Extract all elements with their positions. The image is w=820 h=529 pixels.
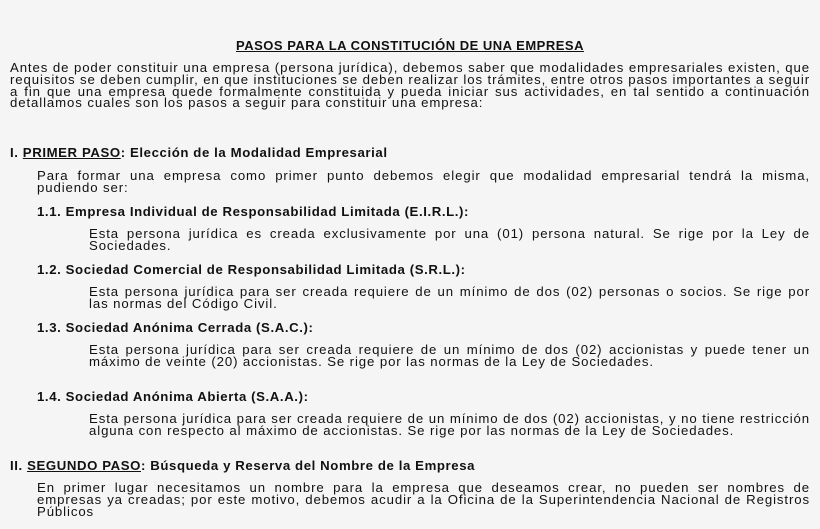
- step2-numeral: II.: [10, 458, 23, 473]
- subsection-heading-eirl: 1.1. Empresa Individual de Responsabilidad Limitada (E.I.R.L.):: [37, 204, 470, 219]
- step2-title: : Búsqueda y Reserva del Nombre de la Empresa: [141, 458, 476, 473]
- subsection-heading-sac: 1.3. Sociedad Anónima Cerrada (S.A.C.):: [37, 320, 314, 335]
- subsection-heading-saa: 1.4. Sociedad Anónima Abierta (S.A.A.):: [37, 389, 309, 404]
- document-title: PASOS PARA LA CONSTITUCIÓN DE UNA EMPRESA: [236, 38, 584, 53]
- step1-heading: [10, 145, 388, 160]
- subsection-heading-srl: 1.2. Sociedad Comercial de Responsabilidad Limitada (S.R.L.):: [37, 262, 466, 277]
- step1-title: : Elección de la Modalidad Empresarial: [120, 145, 388, 160]
- step2-heading: [10, 458, 475, 473]
- step1-label: PRIMER PASO: [22, 145, 121, 160]
- intro-paragraph: Antes de poder constituir una empresa (persona jurídica), debemos saber que modalidades empresariales existen, que requisitos se deben cumplir, en que instituciones se deben realizar los trámites, entre otros pasos importantes a seguir a fin que una empresa quede formalmente constituida y pueda iniciar sus actividades, en tal sentido a continuación detallamos cuales son los pasos a seguir para constituir una empresa:: [10, 60, 810, 111]
- step1-numeral: I.: [10, 145, 19, 160]
- subsection-text-srl: Esta persona jurídica para ser creada requiere de un mínimo de dos (02) personas o socios. Se rige por las normas del Código Civil.: [89, 284, 810, 311]
- step2-label: SEGUNDO PASO: [27, 458, 141, 473]
- subsection-text-saa: Esta persona jurídica para ser creada requiere de un mínimo de dos (02) accionistas, y no tiene restricción alguna con respecto al máximo de accionistas. Se rige por las normas de la Ley de Sociedades.: [89, 411, 810, 438]
- subsection-text-eirl: Esta persona jurídica es creada exclusivamente por una (01) persona natural. Se rige por la Ley de Sociedades.: [89, 226, 810, 253]
- subsection-text-sac: Esta persona jurídica para ser creada requiere de un mínimo de dos (02) accionistas y puede tener un máximo de veinte (20) accionistas. Se rige por las normas de la Ley de Sociedades.: [89, 342, 810, 369]
- step1-paragraph: Para formar una empresa como primer punto debemos elegir que modalidad empresarial tendrá la misma, pudiendo ser:: [37, 168, 810, 195]
- step2-paragraph: En primer lugar necesitamos un nombre para la empresa que deseamos crear, no pueden ser nombres de empresas ya creadas; por este motivo, debemos acudir a la Oficina de la Superintendencia Nacional de Registros Públicos: [37, 480, 810, 519]
